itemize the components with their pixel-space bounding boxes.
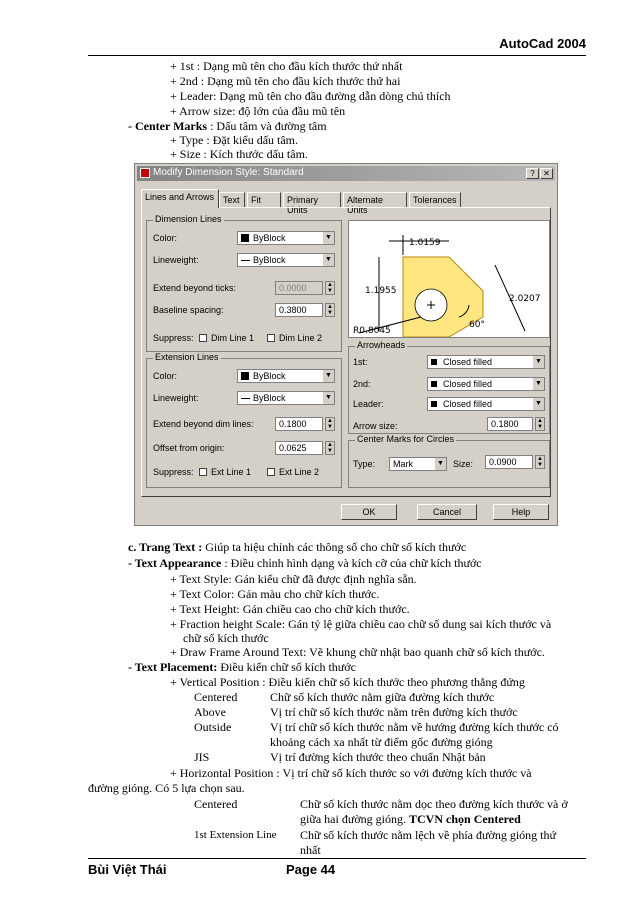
dialog-titlebar	[137, 166, 555, 181]
ext-line-2-checkbox[interactable]	[267, 468, 275, 476]
arrow-icon	[431, 359, 437, 365]
spinner-icon[interactable]: ▲ ▼	[325, 303, 335, 317]
horizontal-opt-desc: nhất	[300, 843, 321, 857]
chevron-down-icon[interactable]: ▼	[532, 378, 544, 390]
vertical-position: + Vertical Position : Điều kiển chữ số kích thước theo phương thẳng đứng	[170, 675, 525, 689]
tab-lines-and-arrows[interactable]: Lines and Arrows	[141, 189, 219, 208]
chevron-down-icon[interactable]: ▼	[322, 370, 334, 382]
ext-line-1-checkbox[interactable]	[199, 468, 207, 476]
ext-color-label: Color:	[153, 371, 178, 381]
dim-lineweight-label: Lineweight:	[153, 255, 199, 265]
tab-alternate-units[interactable]: Alternate Units	[343, 192, 407, 207]
dim-color-select[interactable]	[237, 231, 335, 245]
vertical-opt-desc: Vị trí đường kích thước theo chuẩn Nhật bản	[270, 750, 486, 764]
cancel-button[interactable]: Cancel	[417, 504, 477, 520]
tab-panel	[141, 207, 551, 497]
text-placement-label: - Text Placement:	[128, 660, 218, 674]
text-tab-heading	[128, 540, 466, 555]
vertical-opt-name: Above	[194, 705, 226, 719]
tab-text[interactable]: Text	[219, 192, 245, 207]
dim-extend-label: Extend beyond ticks:	[153, 283, 237, 293]
tab-fit[interactable]: Fit	[247, 192, 281, 207]
ext-extend-input[interactable]: 0.1800	[275, 417, 323, 431]
ext-line-1-label: Ext Line 1	[211, 467, 252, 477]
center-marks-label: - Center Marks	[128, 119, 208, 133]
horizontal-position: + Horizontal Position : Vị trí chữ số kích thước so với đường kích thước và	[170, 766, 532, 780]
arrowheads-group	[348, 340, 550, 434]
intro-line: + Leader: Dạng mũ tên cho đầu đường dẫn dòng chú thích	[170, 89, 451, 103]
color-swatch	[241, 372, 249, 380]
ext-extend-label: Extend beyond dim lines:	[153, 419, 254, 429]
first-arrow-select[interactable]	[427, 355, 545, 369]
line-sample	[241, 260, 250, 261]
center-size-label: Size:	[453, 459, 474, 469]
intro-line: + Arrow size: độ lớn của đầu mũ tên	[170, 104, 346, 118]
spinner-icon[interactable]: ▲ ▼	[325, 417, 335, 431]
intro-line: + 1st : Dạng mũ tên cho đầu kích thước thứ nhất	[170, 59, 403, 73]
vertical-opt-desc: Chữ số kích thước nằm giữa đường kích thước	[270, 690, 495, 704]
close-icon[interactable]: ✕	[540, 168, 553, 179]
leader-arrow-value: Closed filled	[443, 399, 493, 409]
dim-lineweight-value: ByBlock	[253, 255, 286, 265]
arrow-size-input[interactable]: 0.1800	[487, 417, 533, 431]
leader-arrow-label: Leader:	[353, 399, 384, 409]
dim-line-1-checkbox[interactable]	[199, 334, 207, 342]
first-arrow-value: Closed filled	[443, 357, 493, 367]
tab-tolerances[interactable]: Tolerances	[409, 192, 461, 207]
help-button[interactable]: Help	[493, 504, 549, 520]
text-appearance-heading	[128, 556, 482, 571]
text-appearance-desc: : Điều chỉnh hình dạng và kích cỡ của chữ kích thước	[221, 556, 482, 570]
ext-line-2-label: Ext Line 2	[279, 467, 320, 477]
dim-line-1-label: Dim Line 1	[211, 333, 255, 343]
dimension-lines-group	[146, 214, 342, 352]
footer-page: Page 44	[286, 862, 336, 877]
preview-drawing	[349, 221, 549, 337]
center-marks-desc: : Dấu tâm và đường tâm	[207, 119, 327, 133]
text-tab-desc: Giúp ta hiệu chỉnh các thông số cho chữ số kích thước	[202, 540, 467, 554]
second-arrow-label: 2nd:	[353, 379, 371, 389]
header-rule	[88, 55, 586, 56]
spinner-icon[interactable]: ▲ ▼	[535, 455, 545, 469]
dimension-preview	[348, 220, 550, 338]
chevron-down-icon[interactable]: ▼	[322, 392, 334, 404]
spinner-icon[interactable]: ▲ ▼	[535, 417, 545, 431]
line-sample	[241, 398, 250, 399]
vertical-opt-name: JIS	[194, 750, 210, 764]
horizontal-opt-name: 1st Extension Line	[194, 829, 277, 841]
dim-text-1: 1.0159	[409, 238, 441, 248]
text-appearance-label: - Text Appearance	[128, 556, 222, 570]
arrow-size-label: Arrow size:	[353, 421, 398, 431]
text-item: + Draw Frame Around Text: Vẽ khung chữ nhật bao quanh chữ số kích thước.	[170, 645, 545, 659]
second-arrow-value: Closed filled	[443, 379, 493, 389]
group-label: Center Marks for Circles	[357, 434, 455, 444]
dim-line-2-checkbox[interactable]	[267, 334, 275, 342]
dim-extend-input[interactable]: 0.0000	[275, 281, 323, 295]
footer-author: Bùi Việt Thái	[88, 862, 167, 877]
center-marks-item: + Type : Đặt kiểu dấu tâm.	[170, 133, 299, 147]
dialog-title: Modify Dimension Style: Standard	[153, 167, 304, 178]
chevron-down-icon[interactable]: ▼	[322, 232, 334, 244]
horizontal-opt-desc	[300, 812, 521, 827]
dim-color-label: Color:	[153, 233, 178, 243]
ext-color-value: ByBlock	[253, 371, 286, 381]
center-size-input[interactable]: 0.0900	[485, 455, 533, 469]
app-icon	[140, 168, 150, 178]
dim-line-2-label: Dim Line 2	[279, 333, 323, 343]
text-placement-desc: Điều kiển chữ số kích thước	[217, 660, 356, 674]
text-item: + Text Color: Gán màu cho chữ kích thước.	[170, 587, 380, 601]
vertical-opt-name: Outside	[194, 720, 232, 734]
color-swatch	[241, 234, 249, 242]
tab-primary-units[interactable]: Primary Units	[283, 192, 341, 207]
center-type-value: Mark	[393, 459, 413, 469]
ext-lineweight-label: Lineweight:	[153, 393, 199, 403]
horizontal-position-cont: đường gióng. Có 5 lựa chọn sau.	[88, 781, 245, 795]
spinner-icon[interactable]: ▲ ▼	[325, 281, 335, 295]
group-label: Arrowheads	[357, 340, 406, 350]
centered-desc-plain: giữa hai đường gióng.	[300, 812, 410, 826]
chevron-down-icon[interactable]: ▼	[434, 458, 446, 470]
ext-lineweight-select[interactable]	[237, 391, 335, 405]
text-item: chữ số kích thước	[183, 631, 269, 645]
center-type-label: Type:	[353, 459, 376, 469]
header-title: AutoCad 2004	[499, 36, 586, 51]
horizontal-opt-desc: Chữ số kích thước nằm lệch về phía đường gióng thứ	[300, 828, 557, 842]
arrow-icon	[431, 381, 437, 387]
dim-suppress-label: Suppress:	[153, 333, 194, 343]
dim-text-2: 1.1955	[365, 286, 397, 296]
horizontal-opt-desc: Chữ số kích thước nằm dọc theo đường kích thước và ở	[300, 797, 568, 811]
text-item: + Text Height: Gán chiều cao cho chữ kích thước.	[170, 602, 410, 616]
modify-dimension-style-dialog	[134, 163, 558, 526]
baseline-spacing-label: Baseline spacing:	[153, 305, 224, 315]
center-marks-heading	[128, 119, 327, 134]
vertical-opt-desc: Vị trí chữ số kích thước nằm trên đường kích thước	[270, 705, 518, 719]
text-item: + Fraction height Scale: Gán tỷ lệ giữa chiều cao chữ số dung sai kích thước và	[170, 617, 552, 631]
center-marks-item: + Size : Kích thước dấu tâm.	[170, 147, 308, 161]
arrow-icon	[431, 401, 437, 407]
intro-line: + 2nd : Dạng mũ tên cho đầu kích thước thứ hai	[170, 74, 401, 88]
center-marks-group	[348, 434, 550, 488]
vertical-opt-desc: Vị trí chữ số kích thước nằm về hướng đường kích thước có	[270, 720, 559, 734]
first-arrow-label: 1st:	[353, 357, 368, 367]
horizontal-opt-name: Centered	[194, 797, 238, 811]
extension-lines-group	[146, 352, 342, 488]
second-arrow-select[interactable]	[427, 377, 545, 391]
center-type-select[interactable]	[389, 457, 447, 471]
baseline-spacing-input[interactable]: 0.3800	[275, 303, 323, 317]
ext-suppress-label: Suppress:	[153, 467, 194, 477]
ext-offset-input[interactable]: 0.0625	[275, 441, 323, 455]
chevron-down-icon[interactable]: ▼	[532, 356, 544, 368]
footer-rule	[88, 858, 586, 859]
angle-text: 60°	[469, 320, 485, 330]
ok-button[interactable]: OK	[341, 504, 397, 520]
vertical-opt-desc: khoảng cách xa nhất từ điểm gốc đường gióng	[270, 735, 493, 749]
centered-desc-bold: TCVN chọn Centered	[409, 812, 521, 826]
spinner-icon[interactable]: ▲ ▼	[325, 441, 335, 455]
radius-text: R0.8045	[353, 326, 391, 336]
dim-lineweight-select[interactable]	[237, 253, 335, 267]
dim-text-3: 2.0207	[509, 294, 541, 304]
text-tab-title: c. Trang Text :	[128, 540, 203, 554]
group-label: Extension Lines	[155, 352, 219, 362]
text-item: + Text Style: Gán kiểu chữ đã được định nghĩa sẵn.	[170, 572, 417, 586]
help-question-icon[interactable]: ?	[526, 168, 539, 179]
leader-arrow-select[interactable]	[427, 397, 545, 411]
vertical-opt-name: Centered	[194, 690, 238, 704]
chevron-down-icon[interactable]: ▼	[322, 254, 334, 266]
ext-color-select[interactable]	[237, 369, 335, 383]
ext-lineweight-value: ByBlock	[253, 393, 286, 403]
dim-color-value: ByBlock	[253, 233, 286, 243]
text-placement-heading	[128, 660, 356, 675]
ext-offset-label: Offset from origin:	[153, 443, 225, 453]
group-label: Dimension Lines	[155, 214, 222, 224]
chevron-down-icon[interactable]: ▼	[532, 398, 544, 410]
